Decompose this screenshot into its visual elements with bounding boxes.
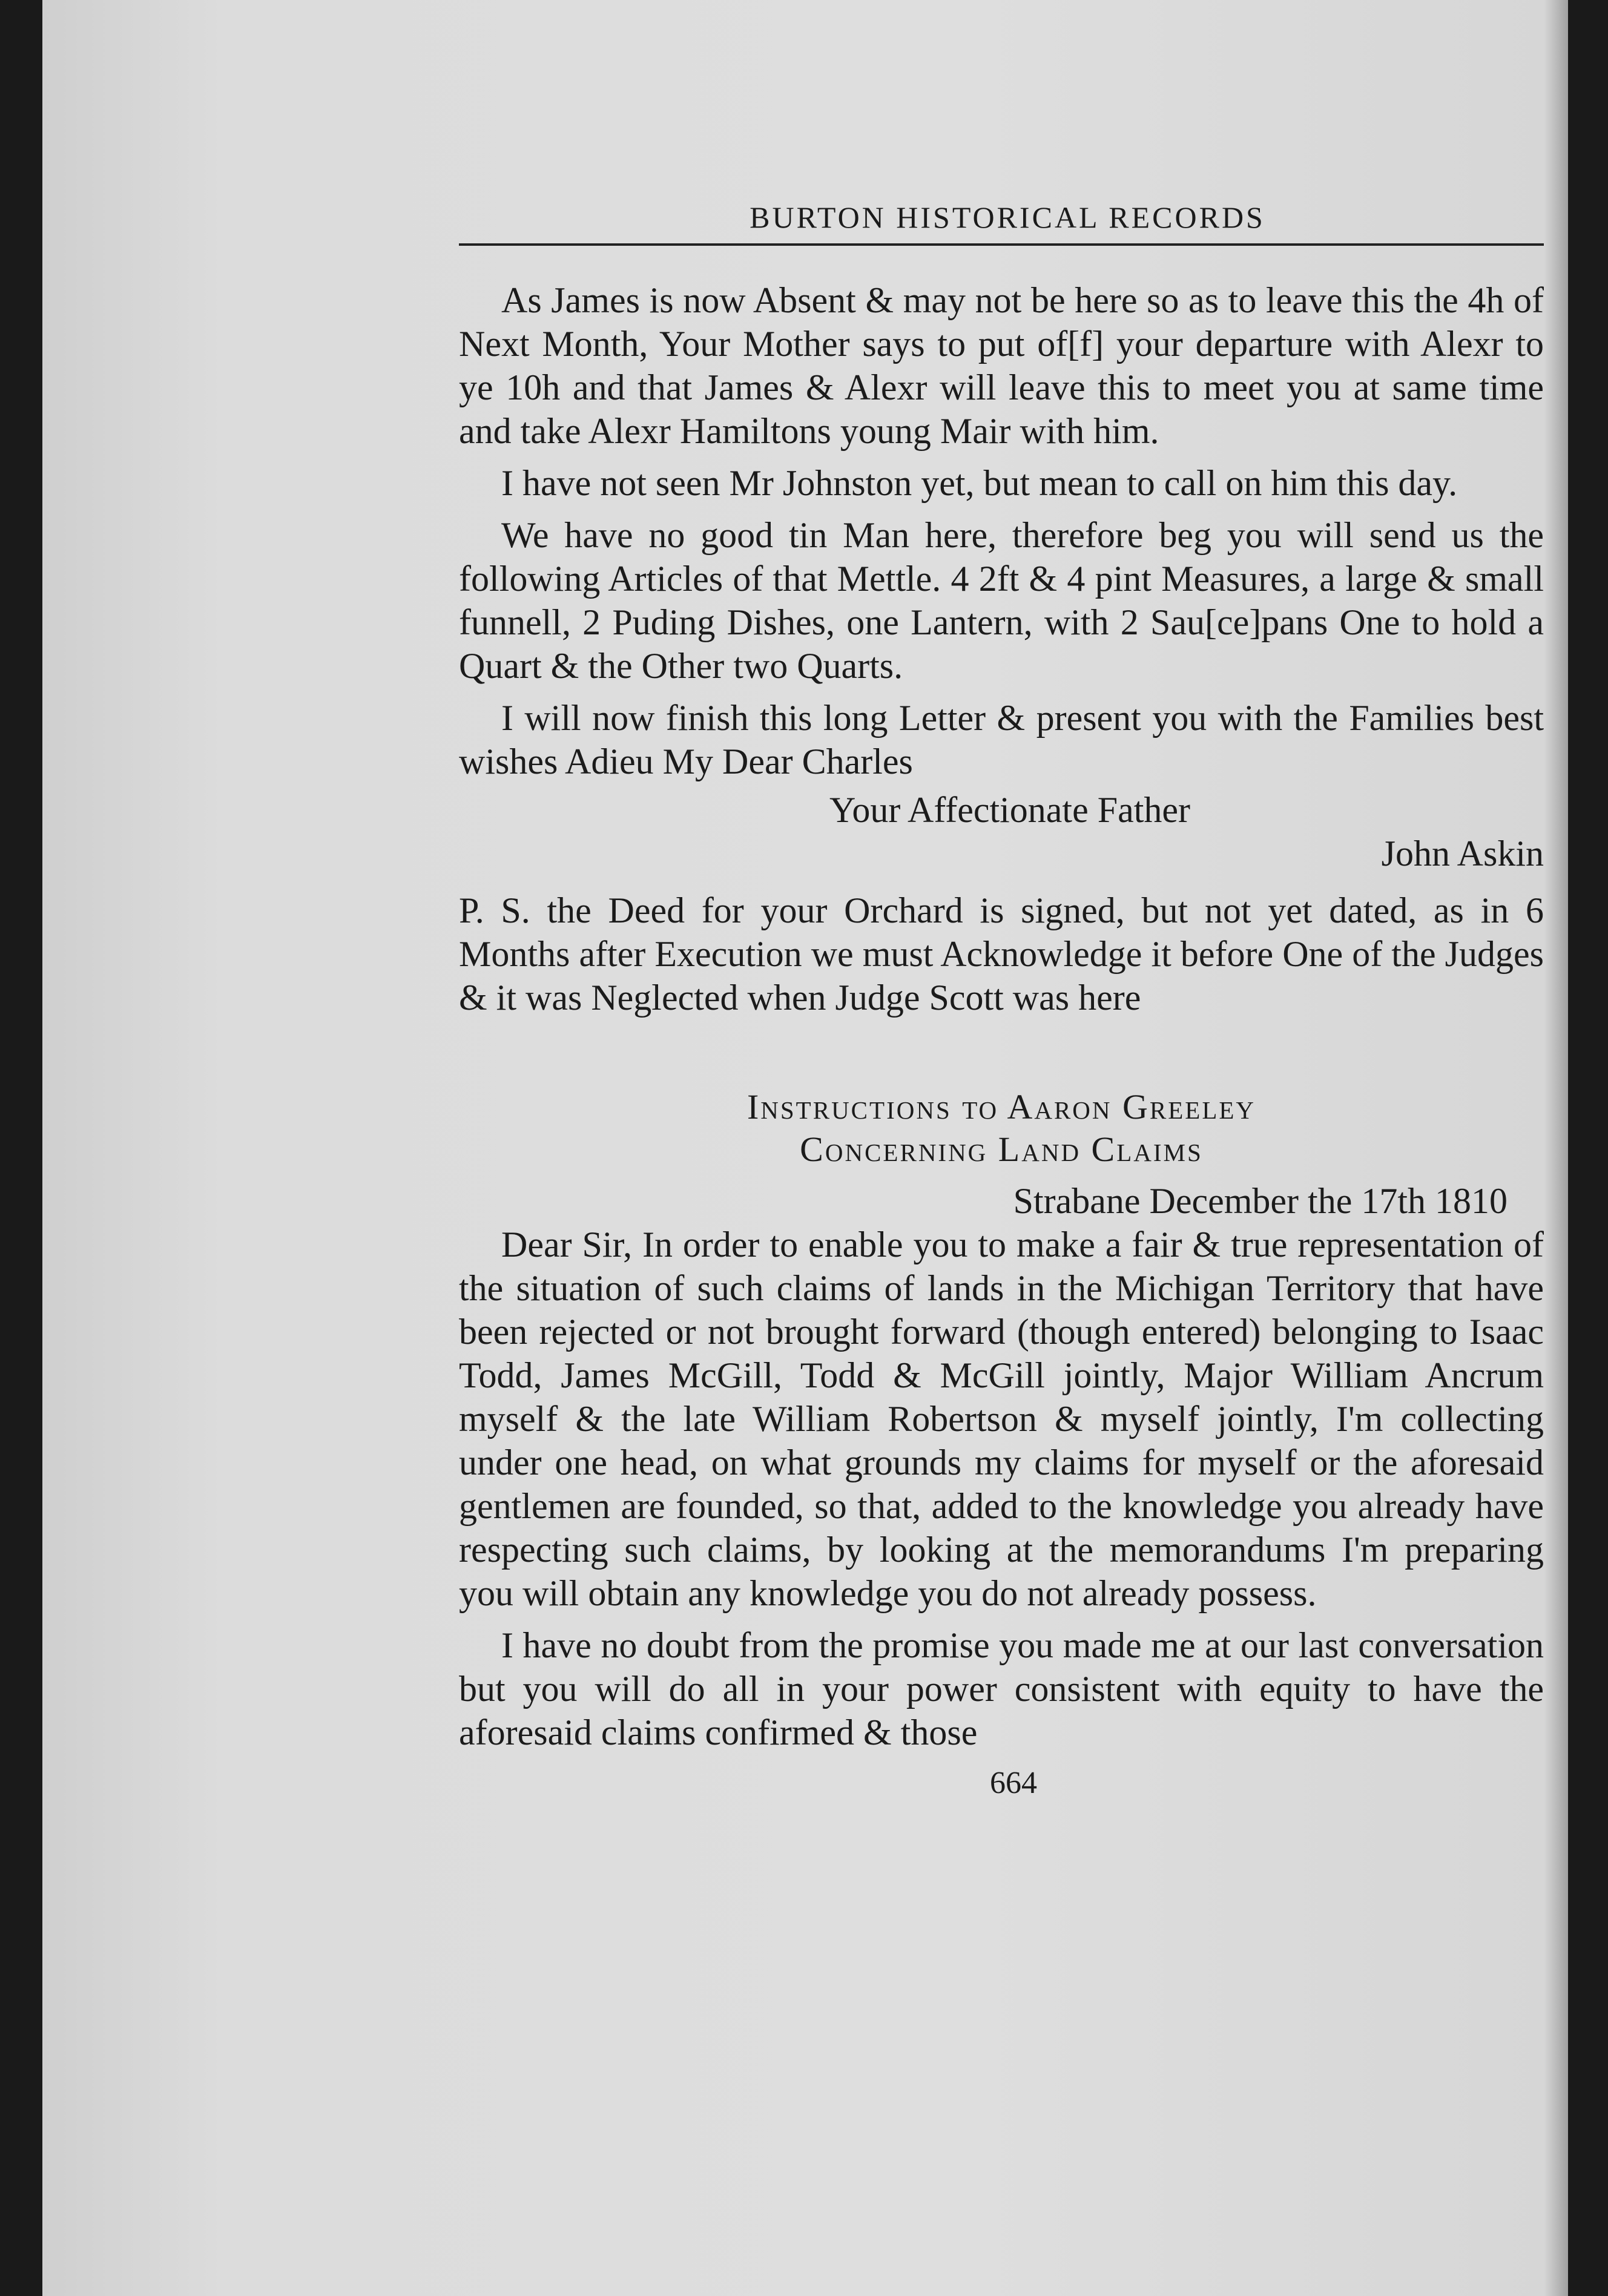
letter-closing: Your Affectionate Father xyxy=(829,790,1191,830)
section-heading-line-1: Instructions to Aaron Greeley xyxy=(746,1087,1256,1127)
page-number: 664 xyxy=(990,1766,1037,1800)
section-heading xyxy=(459,1086,1544,1171)
dateline: Strabane December the 17th 1810 xyxy=(1013,1181,1508,1221)
letter-paragraph-3: We have no good tin Man here, therefore beg you will send us the following Articles of that Mettle. 4 2ft & 4 pint Measures, a large & small funnell, 2 Puding Dishes, one Lantern, with 2 Sau[ce]pans One to hold a Quart & the Other two Quarts. xyxy=(459,515,1544,686)
book-page xyxy=(42,0,1568,2296)
letter-paragraph-2: I have not seen Mr Johnston yet, but mean to call on him this day. xyxy=(501,463,1458,503)
running-head: BURTON HISTORICAL RECORDS xyxy=(459,200,1544,246)
page-content xyxy=(459,200,1544,1801)
postscript: P. S. the Deed for your Orchard is signed, but not yet dated, as in 6 Months after Execution we must Acknowledge it before One of the Judges & it was Neglected when Judge Scott was here xyxy=(459,890,1544,1018)
page-edge-shadow xyxy=(1544,0,1568,2296)
letter-body xyxy=(459,278,1544,1019)
letter-paragraph-4: I will now finish this long Letter & present you with the Families best wishes Adieu My Dear Charles xyxy=(459,698,1544,781)
letter-paragraph-1: As James is now Absent & may not be here so as to leave this the 4h of Next Month, Your Mother says to put of[f] your departure with Alexr to ye 10h and that James & Alexr will leave this to meet you at same time and take Alexr Hamiltons young Mair with him. xyxy=(459,280,1544,451)
section-body xyxy=(459,1179,1544,1754)
section-heading-line-2: Concerning Land Claims xyxy=(800,1130,1203,1169)
letter-signature: John Askin xyxy=(1381,834,1544,873)
section-paragraph-1: Dear Sir, In order to enable you to make a fair & true representation of the situation of such claims of lands in the Michigan Territory that have been rejected or not brought forward (though entered) belonging to Isaac Todd, James McGill, Todd & McGill jointly, Major William Ancrum myself & the late William Robertson & myself jointly, I'm collecting under one head, on what grounds my claims for myself or the aforesaid gentlemen are founded, so that, added to the knowledge you already have respecting such claims, by looking at the memorandums I'm preparing you will obtain any knowledge you do not already possess. xyxy=(459,1225,1544,1613)
section-paragraph-2: I have no doubt from the promise you made me at our last conversation but you will do all in your power consistent with equity to have the aforesaid claims confirmed & those xyxy=(459,1625,1544,1752)
